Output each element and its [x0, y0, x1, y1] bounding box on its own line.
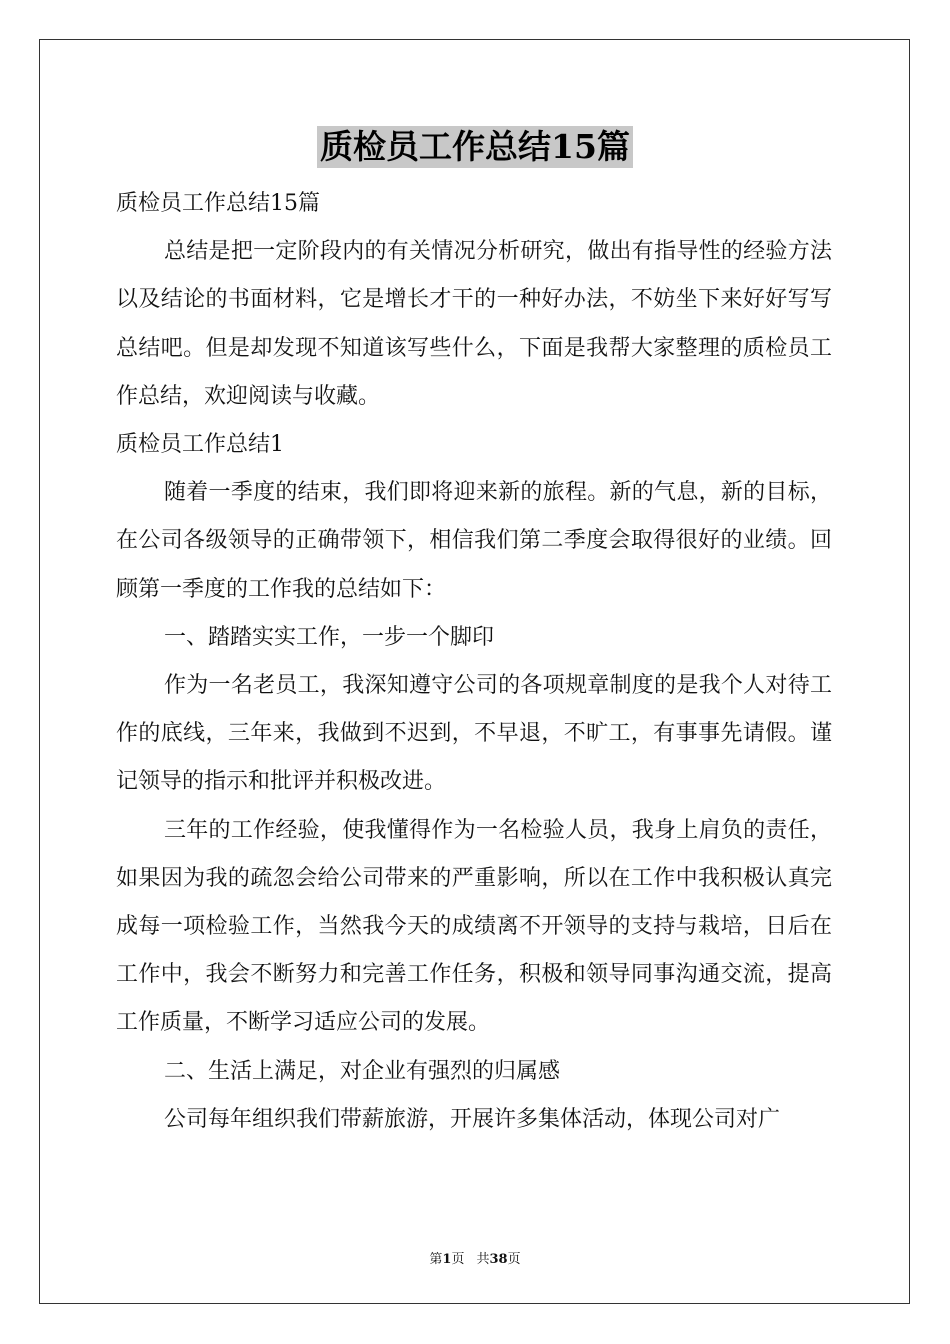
- paragraph: 随着一季度的结束，我们即将迎来新的旅程。新的气息，新的目标，在公司各级领导的正确带领下，相信我们第二季度会取得很好的业绩。回顾第一季度的工作我的总结如下：: [116, 480, 832, 602]
- paragraph: 二、生活上满足，对企业有强烈的归属感: [164, 1058, 561, 1084]
- paragraph: 三年的工作经验，使我懂得作为一名检验人员，我身上肩负的责任，如果因为我的疏忽会给公司带来的严重影响，所以在工作中我积极认真完成每一项检验工作，当然我今天的成绩离不开领导的支持与栽培，日后在工作中，我会不断努力和完善工作任务，积极和领导同事沟通交流，提高工作质量，不断学习适应公司的发展。: [116, 817, 832, 1036]
- document-body: [116, 180, 832, 1144]
- paragraph: 总结是把一定阶段内的有关情况分析研究，做出有指导性的经验方法以及结论的书面材料，它是增长才干的一种好办法，不妨坐下来好好写写总结吧。但是却发现不知道该写些什么，下面是我帮大家整理的质检员工作总结，欢迎阅读与收藏。: [116, 239, 832, 409]
- total-pages: 38: [489, 1252, 508, 1267]
- page-number: 1: [442, 1252, 452, 1267]
- total-suffix: 页: [507, 1252, 521, 1267]
- title-container: [0, 126, 950, 168]
- page-prefix: 第: [429, 1252, 443, 1267]
- document-title: 质检员工作总结15篇: [317, 126, 633, 168]
- paragraph: 质检员工作总结1: [116, 432, 284, 458]
- paragraph: 一、踏踏实实工作，一步一个脚印: [164, 624, 495, 650]
- paragraph: 作为一名老员工，我深知遵守公司的各项规章制度的是我个人对待工作的底线，三年来，我做到不迟到，不早退，不旷工，有事事先请假。谨记领导的指示和批评并积极改进。: [116, 673, 832, 795]
- page-suffix: 页: [451, 1252, 465, 1267]
- paragraph: 公司每年组织我们带薪旅游，开展许多集体活动，体现公司对广: [164, 1106, 781, 1132]
- paragraph: 质检员工作总结15篇: [116, 191, 320, 216]
- total-prefix: 共: [476, 1252, 490, 1267]
- page-footer: [0, 1248, 950, 1267]
